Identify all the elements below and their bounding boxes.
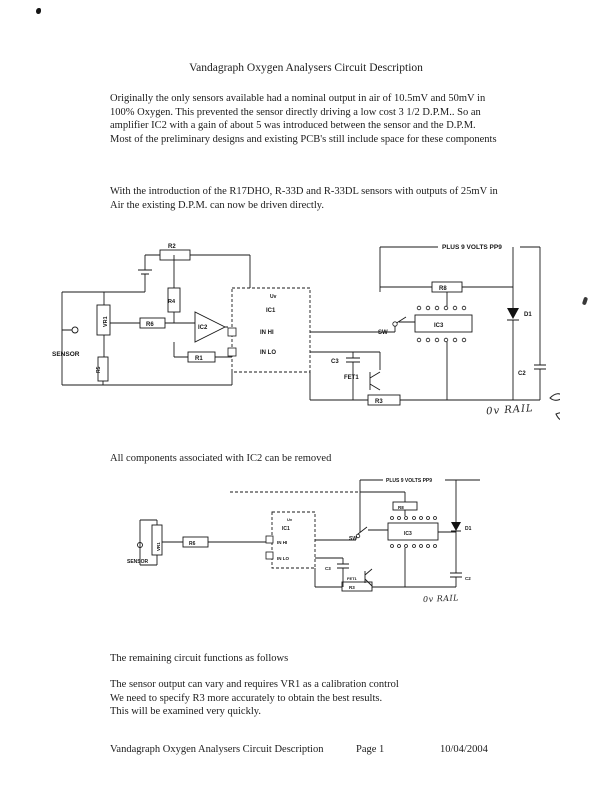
label-power-rail: PLUS 9 VOLTS PP9 [442, 244, 502, 251]
page-title: Vandagraph Oxygen Analysers Circuit Description [189, 62, 423, 74]
label-vr1: VR1 [156, 542, 161, 551]
line-examined-quickly: This will be examined very quickly. [110, 706, 261, 717]
label-c2: C2 [465, 576, 471, 581]
dpm-terminal-hi [228, 328, 236, 336]
switch-contact [393, 322, 397, 326]
dpm-terminal-lo [266, 552, 273, 559]
label-r6: R6 [189, 541, 196, 547]
label-r8: R8 [439, 286, 447, 292]
line-vr1-calibration: The sensor output can vary and requires VR1 as a calibration control [110, 679, 399, 690]
label-fet1: FET1 [347, 576, 357, 581]
ic3-pins [391, 517, 437, 548]
footer-date: 10/04/2004 [440, 744, 488, 755]
handwritten-ov-rail: 0v RAIL [485, 403, 535, 418]
label-r6: R6 [146, 322, 154, 328]
label-r2: R2 [168, 244, 176, 250]
wiring [140, 480, 480, 587]
handwritten-ov-rail: 0v RAIL [422, 593, 460, 605]
label-vr1: VR1 [103, 316, 109, 327]
label-ic3: IC3 [404, 531, 412, 537]
intro-paragraph [110, 92, 512, 146]
note-ic2-removed: All components associated with IC2 can be removed [110, 453, 332, 464]
label-d1: D1 [524, 312, 532, 318]
label-r1: R1 [195, 356, 203, 362]
label-in-hi: IN HI [277, 540, 288, 545]
scan-speck [36, 8, 41, 14]
label-c3: C3 [331, 359, 339, 365]
line-r3-specify: We need to specify R3 more accurately to obtain the best results. [110, 692, 383, 704]
footer-page-number: Page 1 [356, 744, 385, 755]
resistor-r8 [432, 282, 462, 292]
label-ic1: IC1 [266, 308, 276, 314]
label-sensor: SENSOR [127, 559, 149, 565]
ic3-body [388, 523, 438, 540]
label-uv: Uv [287, 517, 293, 522]
label-r5: R5 [96, 366, 102, 373]
circuit-diagram-simplified [125, 470, 490, 615]
dpm-terminal-lo [228, 348, 236, 356]
label-in-lo: IN LO [260, 350, 276, 356]
sensor-symbol [72, 327, 78, 333]
label-r3: R3 [349, 585, 355, 590]
label-r3: R3 [375, 399, 383, 405]
label-ic1: IC1 [282, 526, 290, 532]
label-sw: SW [378, 330, 388, 336]
paragraph-text: Originally the only sensors available had a nominal output in air of 10.5mV and 50mV in 100% Oxygen. This prevented the sensor directly driving a low cost 3 1/2 D.P.M.. So an amplifier IC2 with a gain of about 5 was introduced between the sensor and the D.P.M. [110, 93, 486, 131]
label-in-lo: IN LO [277, 556, 289, 561]
label-c3: C3 [325, 566, 331, 571]
label-ic3: IC3 [434, 323, 444, 329]
resistor-r6 [183, 537, 208, 547]
resistor-r8 [393, 502, 417, 510]
diode-d1 [451, 522, 461, 531]
label-r4: R4 [168, 299, 176, 305]
label-c2: C2 [518, 371, 526, 377]
label-d1: D1 [465, 526, 472, 532]
label-uv: Uv [270, 294, 277, 300]
diode-d1 [507, 308, 519, 319]
label-sw: SW [349, 536, 358, 542]
paragraph-text: Most of the preliminary designs and existing PCB's still include space for these components [110, 133, 497, 145]
dpm-terminal-hi [266, 536, 273, 543]
label-sensor: SENSOR [52, 351, 80, 358]
footer-title: Vandagraph Oxygen Analysers Circuit Description [110, 744, 324, 755]
label-ic2: IC2 [198, 325, 208, 331]
circuit-diagram-full [50, 232, 560, 448]
closing-paragraph [110, 678, 512, 719]
wiring [62, 247, 546, 400]
label-power-rail: PLUS 9 VOLTS PP9 [386, 478, 433, 484]
sensors-paragraph: With the introduction of the R17DHO, R-33D and R-33DL sensors with outputs of 25mV in Air the existing D.P.M. can now be driven directly. [110, 186, 498, 211]
resistor-r2 [160, 250, 190, 260]
resistor-r3 [342, 582, 372, 591]
remaining-functions-line: The remaining circuit functions as follows [110, 653, 289, 664]
ic3-body [415, 315, 472, 332]
handwriting-squiggle [550, 394, 560, 431]
label-r8: R8 [398, 505, 404, 510]
scan-speck [582, 297, 588, 306]
resistor-r3 [368, 395, 400, 405]
label-fet1: FET1 [344, 375, 359, 381]
label-in-hi: IN HI [260, 330, 274, 336]
